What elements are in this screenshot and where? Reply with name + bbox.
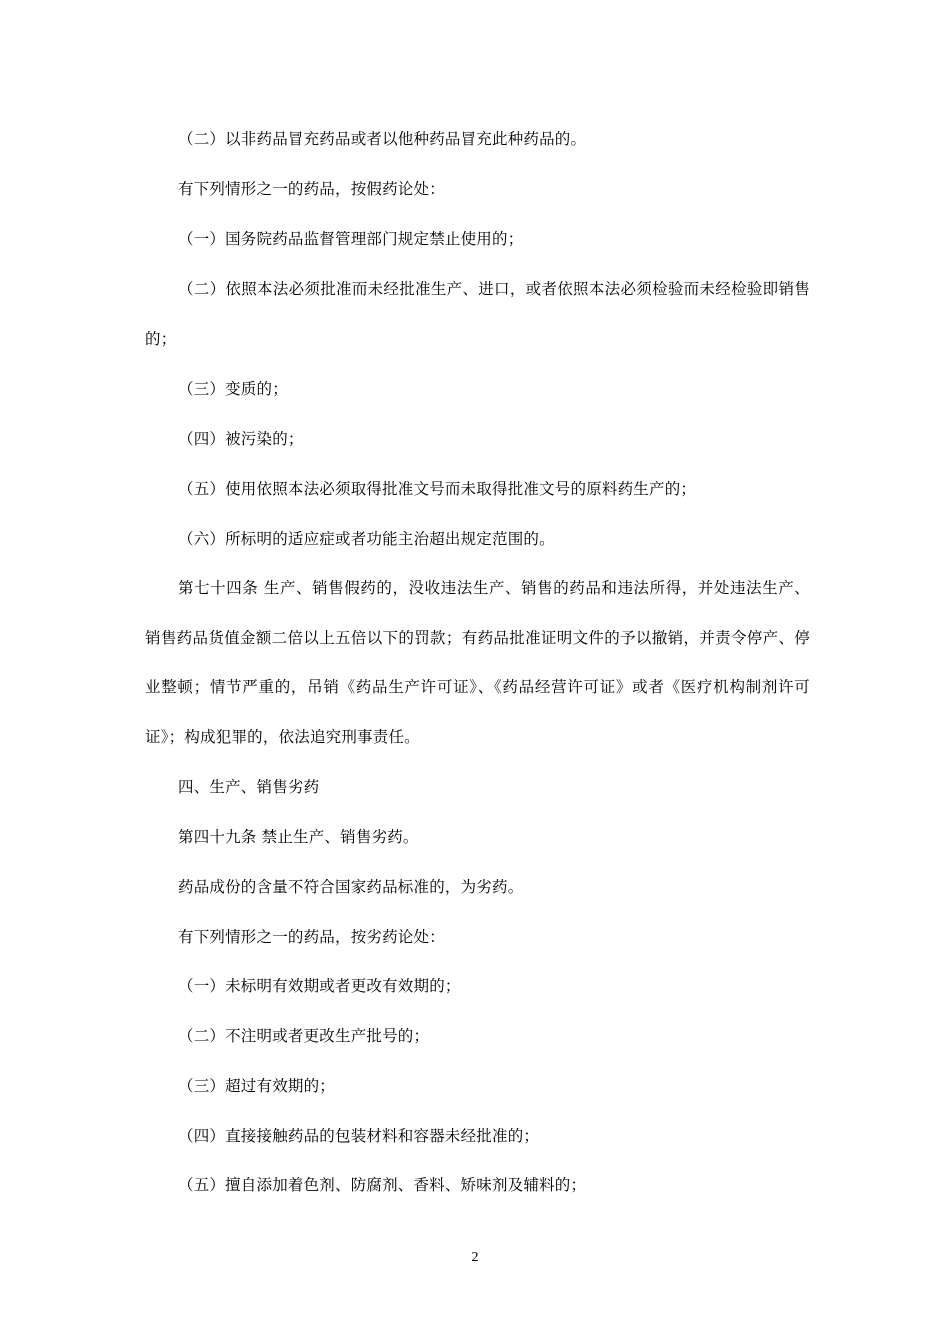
page-number: 2 — [471, 1250, 479, 1265]
paragraph: （五）使用依照本法必须取得批准文号而未取得批准文号的原料药生产的； — [178, 480, 697, 498]
paragraph: （二）不注明或者更改生产批号的； — [178, 1027, 430, 1045]
paragraph: （二）以非药品冒充药品或者以他种药品冒充此种药品的。 — [178, 130, 587, 148]
paragraph: （六）所标明的适应症或者功能主治超出规定范围的。 — [178, 530, 555, 548]
paragraph: （三）超过有效期的； — [178, 1077, 336, 1095]
paragraph: 有下列情形之一的药品，按劣药论处： — [178, 928, 445, 946]
section-heading: 四、生产、销售劣药 — [178, 778, 320, 796]
paragraph: （二）依照本法必须批准而未经批准生产、进口，或者依照本法必须检验而未经检验即销售的； — [145, 280, 810, 348]
paragraph: （五）擅自添加着色剂、防腐剂、香料、矫味剂及辅料的； — [178, 1176, 587, 1194]
paragraph: （三）变质的； — [178, 380, 288, 398]
paragraph: （一）未标明有效期或者更改有效期的； — [178, 977, 461, 995]
paragraph: （一）国务院药品监督管理部门规定禁止使用的； — [178, 230, 524, 248]
paragraph: （四）直接接触药品的包装材料和容器未经批准的； — [178, 1127, 540, 1145]
paragraph: 药品成份的含量不符合国家药品标准的，为劣药。 — [178, 878, 524, 896]
paragraph: 有下列情形之一的药品，按假药论处： — [178, 180, 445, 198]
paragraph: （四）被污染的； — [178, 430, 304, 448]
article-74-paragraph: 第七十四条 生产、销售假药的，没收违法生产、销售的药品和违法所得，并处违法生产、销售药品货值金额二倍以上五倍以下的罚款；有药品批准证明文件的予以撤销，并责令停产、停业整顿；情节严重的，吊销《药品生产许可证》、《药品经营许可证》或者《医疗机构制剂许可证》；构成犯罪的，依法追究刑事责任。 — [145, 579, 810, 747]
article-49-paragraph: 第四十九条 禁止生产、销售劣药。 — [178, 828, 419, 846]
